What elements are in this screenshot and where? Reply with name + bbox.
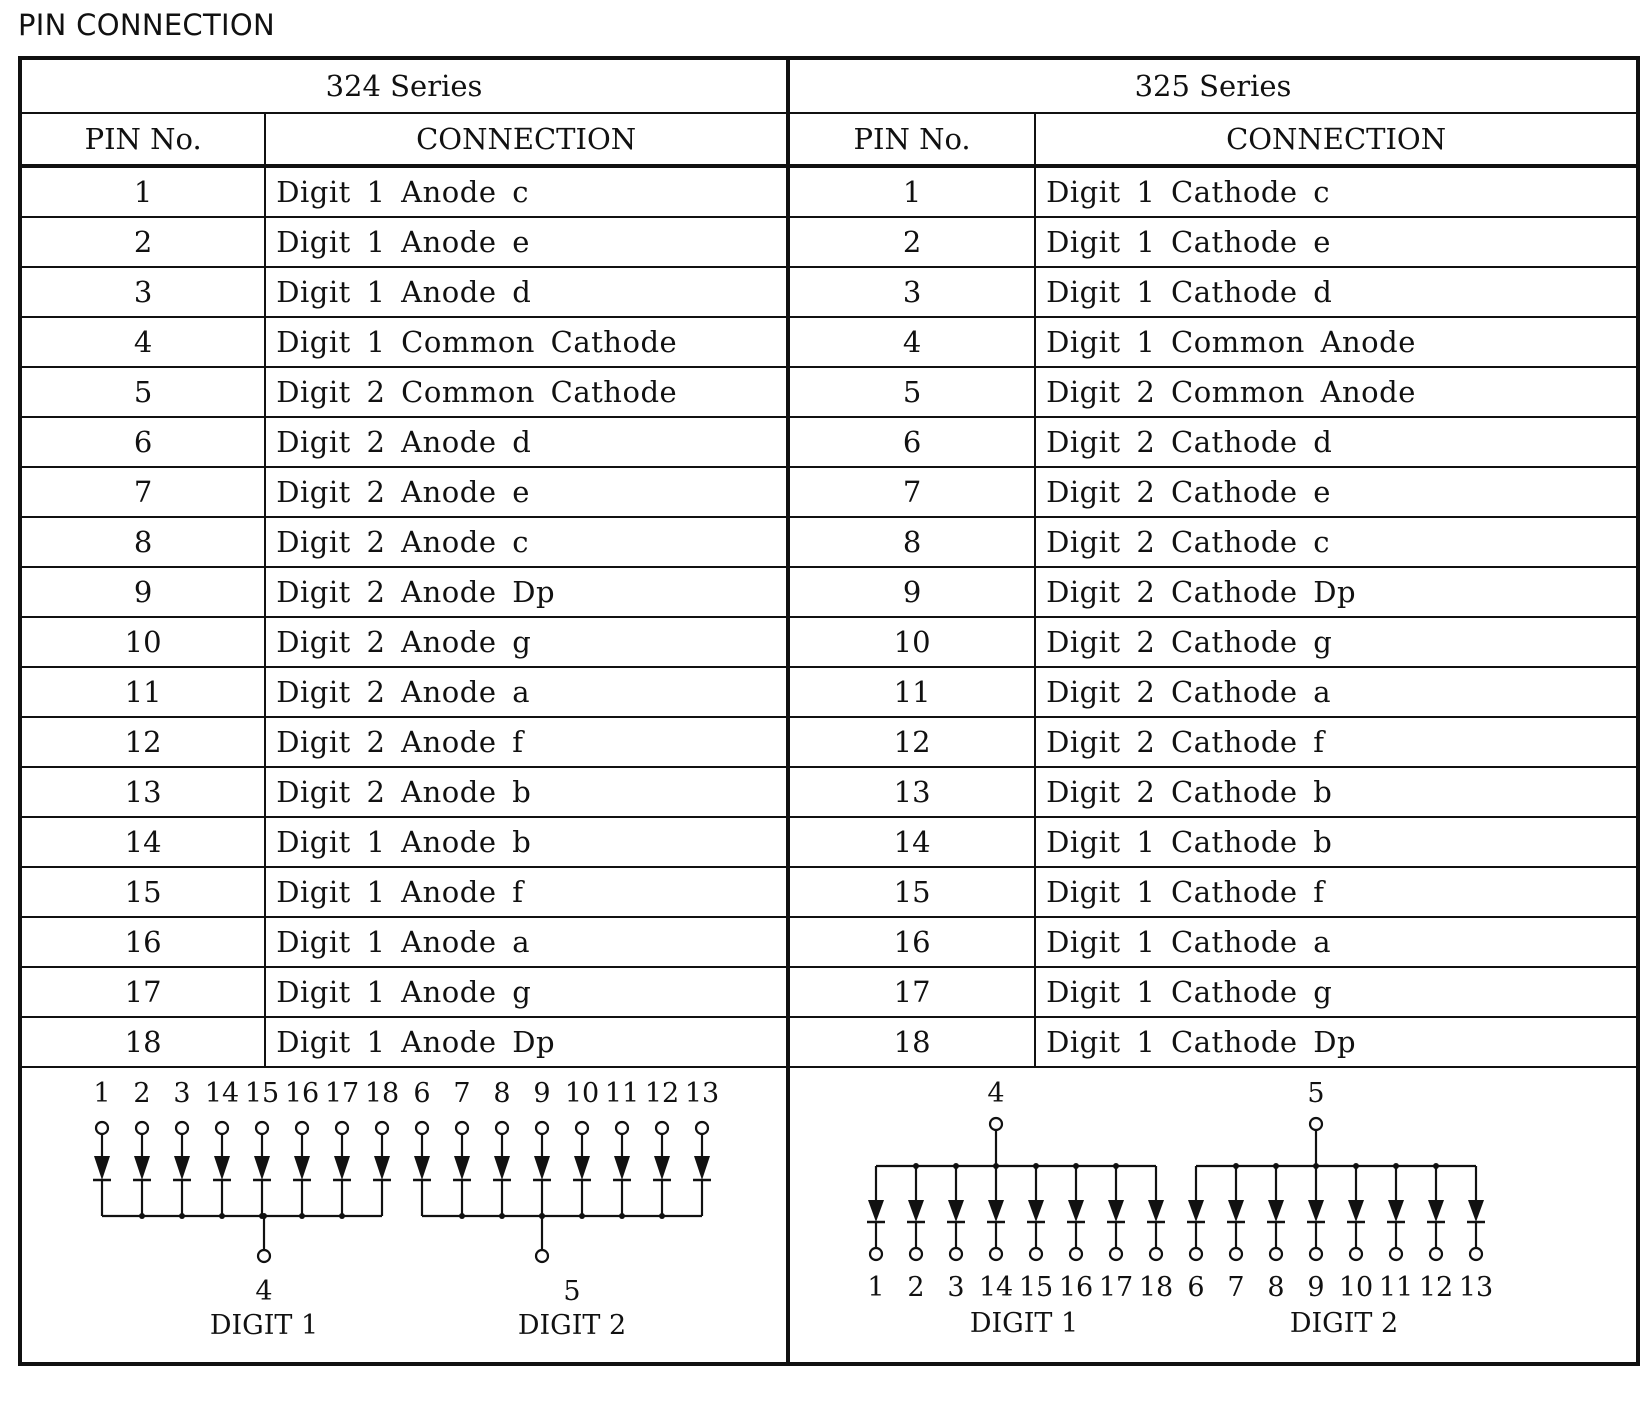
pin-label: 12 [644, 1078, 680, 1109]
diode-symbol [1308, 1200, 1324, 1222]
connection-cell: Digit 1 Anode d [265, 267, 788, 317]
pin-label: 14 [978, 1272, 1014, 1303]
pin-number-cell: 4 [20, 317, 265, 367]
connection-cell: Digit 2 Anode e [265, 467, 788, 517]
pin-number-cell: 3 [788, 267, 1035, 317]
pin-number-cell: 11 [788, 667, 1035, 717]
pin-label: 9 [1307, 1272, 1325, 1303]
connection-cell: Digit 1 Common Cathode [265, 317, 788, 367]
pin-label: 1 [867, 1272, 885, 1303]
pin-number-cell: 9 [20, 567, 265, 617]
connection-cell: Digit 2 Anode a [265, 667, 788, 717]
connection-header: CONNECTION [1035, 113, 1638, 166]
pin-number-cell: 8 [788, 517, 1035, 567]
series-header-324: 324 Series [20, 58, 788, 113]
pin-label: 7 [1227, 1272, 1245, 1303]
pin-label: 3 [173, 1078, 191, 1109]
diode-symbol [254, 1156, 270, 1180]
pin-terminal [376, 1122, 388, 1134]
pin-number-cell: 11 [20, 667, 265, 717]
common-cathode-circuit-diagram [22, 1068, 786, 1358]
pin-number-cell: 17 [20, 967, 265, 1017]
connection-cell: Digit 1 Cathode a [1035, 917, 1638, 967]
pin-number-cell: 15 [788, 867, 1035, 917]
pin-number-cell: 1 [788, 166, 1035, 217]
diode-symbol [654, 1156, 670, 1180]
diode-symbol [614, 1156, 630, 1180]
pin-terminal [1270, 1248, 1282, 1260]
pin-terminal [1310, 1248, 1322, 1260]
table-row [20, 917, 1638, 967]
pin-number-cell: 2 [788, 217, 1035, 267]
pin-number-cell: 12 [788, 717, 1035, 767]
connection-cell: Digit 1 Common Anode [1035, 317, 1638, 367]
connection-cell: Digit 1 Cathode d [1035, 267, 1638, 317]
pin-terminal [496, 1122, 508, 1134]
pin-terminal [1030, 1248, 1042, 1260]
pin-label: 10 [1338, 1272, 1374, 1303]
pin-number-cell: 18 [20, 1017, 265, 1067]
diode-symbol [948, 1200, 964, 1222]
pin-label: 8 [1267, 1272, 1285, 1303]
connection-cell: Digit 2 Anode f [265, 717, 788, 767]
diode-symbol [454, 1156, 470, 1180]
pin-number-cell: 7 [20, 467, 265, 517]
pin-terminal [456, 1122, 468, 1134]
connection-cell: Digit 2 Common Cathode [265, 367, 788, 417]
common-anode-circuit-diagram [790, 1068, 1636, 1358]
pin-label: 9 [533, 1078, 551, 1109]
pin-label: 17 [324, 1078, 360, 1109]
pin-number-cell: 15 [20, 867, 265, 917]
pin-number-cell: 7 [788, 467, 1035, 517]
table-row [20, 617, 1638, 667]
common-pin-label: 4 [255, 1276, 273, 1307]
connection-cell: Digit 2 Cathode e [1035, 467, 1638, 517]
pin-label: 17 [1098, 1272, 1134, 1303]
pin-terminal [136, 1122, 148, 1134]
connection-cell: Digit 2 Cathode c [1035, 517, 1638, 567]
pin-terminal [1470, 1248, 1482, 1260]
pin-terminal [256, 1122, 268, 1134]
pin-label: 1 [93, 1078, 111, 1109]
pin-number-cell: 13 [20, 767, 265, 817]
connection-cell: Digit 1 Cathode b [1035, 817, 1638, 867]
diode-symbol [1268, 1200, 1284, 1222]
diode-symbol [694, 1156, 710, 1180]
diode-symbol [1468, 1200, 1484, 1222]
pin-terminal [870, 1248, 882, 1260]
pin-number-cell: 3 [20, 267, 265, 317]
pin-number-cell: 14 [788, 817, 1035, 867]
pin-label: 18 [364, 1078, 400, 1109]
pin-number-cell: 10 [20, 617, 265, 667]
connection-cell: Digit 2 Anode g [265, 617, 788, 667]
connection-cell: Digit 1 Cathode e [1035, 217, 1638, 267]
common-terminal [1310, 1118, 1322, 1130]
digit-label: DIGIT 1 [969, 1308, 1079, 1339]
pin-number-cell: 5 [20, 367, 265, 417]
diode-symbol [94, 1156, 110, 1180]
pin-terminal [1110, 1248, 1122, 1260]
diode-symbol [1148, 1200, 1164, 1222]
common-pin-label: 5 [563, 1276, 581, 1307]
pin-connection-table [18, 56, 1640, 1366]
pin-label: 2 [133, 1078, 151, 1109]
diode-symbol [214, 1156, 230, 1180]
common-terminal [536, 1250, 548, 1262]
pin-number-cell: 13 [788, 767, 1035, 817]
table-row [20, 166, 1638, 217]
connection-header: CONNECTION [265, 113, 788, 166]
connection-cell: Digit 1 Anode a [265, 917, 788, 967]
pin-terminal [1230, 1248, 1242, 1260]
table-row [20, 267, 1638, 317]
table-row [20, 417, 1638, 467]
pin-number-cell: 9 [788, 567, 1035, 617]
pin-label: 8 [493, 1078, 511, 1109]
pin-number-cell: 12 [20, 717, 265, 767]
diode-symbol [574, 1156, 590, 1180]
pin-terminal [1350, 1248, 1362, 1260]
connection-cell: Digit 1 Anode c [265, 166, 788, 217]
diode-symbol [1348, 1200, 1364, 1222]
pin-number-cell: 8 [20, 517, 265, 567]
diode-symbol [174, 1156, 190, 1180]
connection-cell: Digit 1 Anode Dp [265, 1017, 788, 1067]
pin-terminal [296, 1122, 308, 1134]
table-row [20, 367, 1638, 417]
pin-terminal [1430, 1248, 1442, 1260]
pin-number-cell: 4 [788, 317, 1035, 367]
pin-label: 7 [453, 1078, 471, 1109]
digit-label: DIGIT 1 [209, 1310, 319, 1341]
table-row [20, 317, 1638, 367]
diode-symbol [1108, 1200, 1124, 1222]
common-terminal [258, 1250, 270, 1262]
pin-terminal [990, 1248, 1002, 1260]
table-row [20, 817, 1638, 867]
diode-symbol [868, 1200, 884, 1222]
pin-terminal [696, 1122, 708, 1134]
connection-cell: Digit 2 Cathode g [1035, 617, 1638, 667]
pin-no-header: PIN No. [788, 113, 1035, 166]
pin-label: 15 [1018, 1272, 1054, 1303]
pin-terminal [176, 1122, 188, 1134]
common-anode-diagram-cell [788, 1067, 1638, 1364]
diode-symbol [334, 1156, 350, 1180]
pin-terminal [336, 1122, 348, 1134]
pin-label: 11 [604, 1078, 640, 1109]
connection-cell: Digit 2 Common Anode [1035, 367, 1638, 417]
pin-number-cell: 6 [788, 417, 1035, 467]
diode-symbol [374, 1156, 390, 1180]
diode-symbol [1068, 1200, 1084, 1222]
pin-terminal [1070, 1248, 1082, 1260]
connection-cell: Digit 2 Anode Dp [265, 567, 788, 617]
connection-cell: Digit 1 Cathode f [1035, 867, 1638, 917]
pin-terminal [950, 1248, 962, 1260]
pin-terminal [616, 1122, 628, 1134]
pin-terminal [536, 1122, 548, 1134]
pin-label: 2 [907, 1272, 925, 1303]
pin-terminal [576, 1122, 588, 1134]
connection-cell: Digit 2 Cathode b [1035, 767, 1638, 817]
pin-terminal [1190, 1248, 1202, 1260]
pin-terminal [910, 1248, 922, 1260]
pin-label: 6 [1187, 1272, 1205, 1303]
diode-symbol [1188, 1200, 1204, 1222]
pin-terminal [1150, 1248, 1162, 1260]
connection-cell: Digit 2 Cathode Dp [1035, 567, 1638, 617]
connection-cell: Digit 2 Cathode d [1035, 417, 1638, 467]
diode-symbol [1428, 1200, 1444, 1222]
diode-symbol [1388, 1200, 1404, 1222]
pin-label: 11 [1378, 1272, 1414, 1303]
series-header-325: 325 Series [788, 58, 1638, 113]
pin-terminal [416, 1122, 428, 1134]
pin-number-cell: 14 [20, 817, 265, 867]
table-row [20, 517, 1638, 567]
table-row [20, 967, 1638, 1017]
diode-symbol [414, 1156, 430, 1180]
digit-label: DIGIT 2 [1289, 1308, 1399, 1339]
pin-terminal [216, 1122, 228, 1134]
pin-label: 10 [564, 1078, 600, 1109]
pin-number-cell: 10 [788, 617, 1035, 667]
table-row [20, 567, 1638, 617]
table-row [20, 867, 1638, 917]
pin-label: 15 [244, 1078, 280, 1109]
connection-cell: Digit 1 Cathode Dp [1035, 1017, 1638, 1067]
diode-symbol [134, 1156, 150, 1180]
connection-cell: Digit 2 Anode c [265, 517, 788, 567]
connection-cell: Digit 2 Anode b [265, 767, 788, 817]
common-pin-label: 5 [1307, 1078, 1325, 1109]
table-row [20, 217, 1638, 267]
diode-symbol [908, 1200, 924, 1222]
pin-no-header: PIN No. [20, 113, 265, 166]
connection-cell: Digit 1 Cathode g [1035, 967, 1638, 1017]
pin-label: 16 [284, 1078, 320, 1109]
connection-cell: Digit 2 Cathode a [1035, 667, 1638, 717]
table-row [20, 767, 1638, 817]
diode-symbol [988, 1200, 1004, 1222]
pin-number-cell: 6 [20, 417, 265, 467]
pin-number-cell: 5 [788, 367, 1035, 417]
diode-symbol [1228, 1200, 1244, 1222]
table-row [20, 717, 1638, 767]
table-row [20, 467, 1638, 517]
connection-cell: Digit 1 Anode e [265, 217, 788, 267]
connection-cell: Digit 1 Cathode c [1035, 166, 1638, 217]
common-cathode-diagram-cell [20, 1067, 788, 1364]
pin-number-cell: 17 [788, 967, 1035, 1017]
diode-symbol [534, 1156, 550, 1180]
pin-number-cell: 16 [788, 917, 1035, 967]
pin-label: 3 [947, 1272, 965, 1303]
table-row [20, 667, 1638, 717]
digit-label: DIGIT 2 [517, 1310, 627, 1341]
pin-label: 16 [1058, 1272, 1094, 1303]
pin-label: 14 [204, 1078, 240, 1109]
pin-terminal [96, 1122, 108, 1134]
diode-symbol [294, 1156, 310, 1180]
connection-cell: Digit 1 Anode f [265, 867, 788, 917]
pin-number-cell: 1 [20, 166, 265, 217]
pin-number-cell: 18 [788, 1017, 1035, 1067]
diode-symbol [1028, 1200, 1044, 1222]
diode-symbol [494, 1156, 510, 1180]
pin-number-cell: 16 [20, 917, 265, 967]
connection-cell: Digit 1 Anode b [265, 817, 788, 867]
pin-label: 18 [1138, 1272, 1174, 1303]
pin-number-cell: 2 [20, 217, 265, 267]
pin-terminal [656, 1122, 668, 1134]
connection-cell: Digit 2 Cathode f [1035, 717, 1638, 767]
pin-terminal [1390, 1248, 1402, 1260]
table-row [20, 1017, 1638, 1067]
page-title: PIN CONNECTION [18, 8, 275, 42]
connection-cell: Digit 1 Anode g [265, 967, 788, 1017]
connection-cell: Digit 2 Anode d [265, 417, 788, 467]
common-pin-label: 4 [987, 1078, 1005, 1109]
pin-label: 13 [1458, 1272, 1494, 1303]
pin-label: 6 [413, 1078, 431, 1109]
pin-label: 12 [1418, 1272, 1454, 1303]
common-terminal [990, 1118, 1002, 1130]
pin-label: 13 [684, 1078, 720, 1109]
